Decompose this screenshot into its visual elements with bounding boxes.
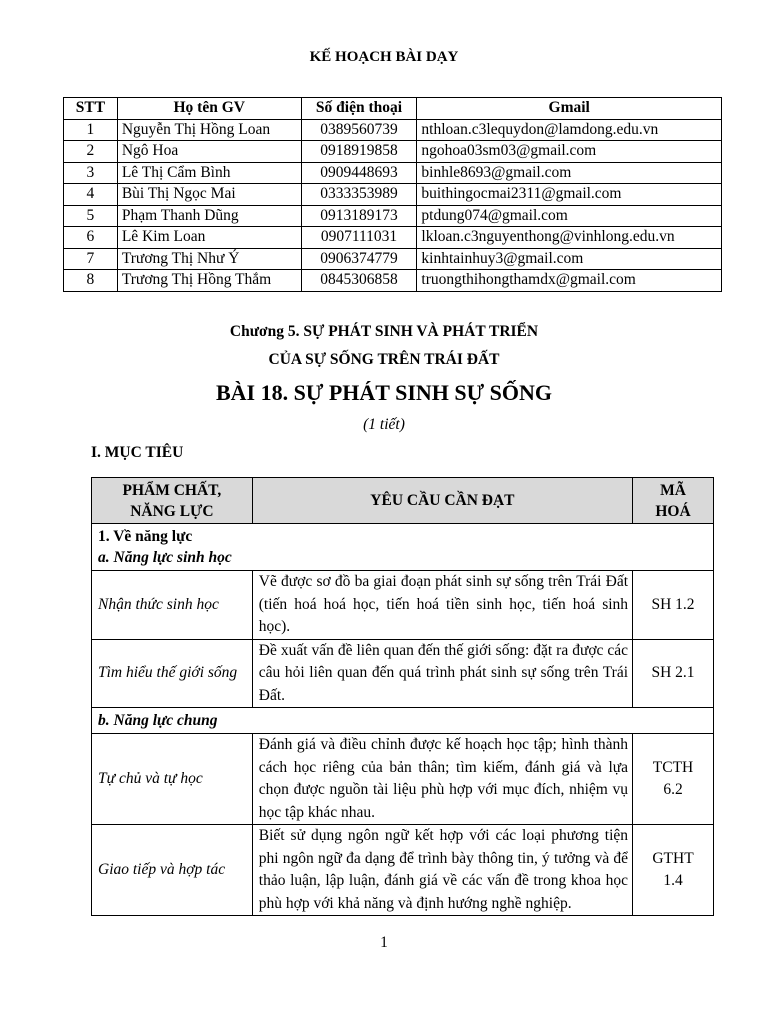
table-row [92,639,714,708]
requirement-cell: Đề xuất vấn đề liên quan đến thế giới sống: đặt ra được các câu hỏi liên quan đến quá trình phát sinh sự sống trên Trái Đất. [252,639,632,708]
code-cell: SH 1.2 [633,571,714,640]
table-row [64,141,722,163]
teacher-email: binhle8693@gmail.com [417,162,722,184]
header-code-line1: MÃ [660,481,686,499]
table-row [92,571,714,640]
header-stt: STT [64,98,118,120]
teacher-phone: 0913189173 [301,205,417,227]
criterion-cell: Tìm hiểu thế giới sống [92,639,253,708]
group-row [92,524,714,571]
section-heading: I. MỤC TIÊU [91,444,184,461]
teacher-name: Trương Thị Như Ý [117,248,301,270]
objectives-table [91,477,714,916]
header-competency [92,478,253,524]
row-number: 3 [64,162,118,184]
requirement-cell: Vẽ được sơ đồ ba giai đoạn phát sinh sự sống trên Trái Đất (tiến hoá hoá học, tiến hoá tiền sinh học, tiến hoá sinh học). [252,571,632,640]
code-line2: 6.2 [663,781,683,798]
teacher-phone: 0845306858 [301,270,417,292]
teacher-email: ptdung074@gmail.com [417,205,722,227]
code-line2: 1.4 [663,872,683,889]
teacher-email: nthloan.c3lequydon@lamdong.edu.vn [417,119,722,141]
code-cell [633,825,714,916]
teacher-phone: 0906374779 [301,248,417,270]
requirement-cell: Biết sử dụng ngôn ngữ kết hợp với các loại phương tiện phi ngôn ngữ đa dạng để trình bày thông tin, ý tưởng và để thảo luận, lập luận, đánh giá về các vấn đề trong khoa học phù hợp với khả năng và định hướng nghề nghiệp. [252,825,632,916]
teachers-table-header [64,98,722,120]
document-title: KẾ HOẠCH BÀI DẠY [309,49,459,65]
header-code-line2: HOÁ [655,502,691,520]
header-phone: Số điện thoại [301,98,417,120]
teacher-name: Trương Thị Hồng Thắm [117,270,301,292]
row-number: 4 [64,184,118,206]
table-row [92,825,714,916]
teacher-email: buithingocmai2311@gmail.com [417,184,722,206]
table-row [64,270,722,292]
code-line1: TCTH [652,758,694,776]
table-row [64,248,722,270]
teacher-email: truongthihongthamdx@gmail.com [417,270,722,292]
subgroup-title: b. Năng lực chung [92,708,714,734]
table-row [64,119,722,141]
group-cell [92,524,714,571]
code-line1: GTHT [652,849,694,867]
teacher-name: Phạm Thanh Dũng [117,205,301,227]
objectives-table-header [92,478,714,524]
chapter-title-line2: CỦA SỰ SỐNG TRÊN TRÁI ĐẤT [268,351,500,368]
criterion-cell: Giao tiếp và hợp tác [92,825,253,916]
teachers-table [63,97,722,292]
table-row [64,205,722,227]
lesson-period: (1 tiết) [363,416,405,433]
teacher-name: Bùi Thị Ngọc Mai [117,184,301,206]
row-number: 7 [64,248,118,270]
teacher-email: kinhtainhuy3@gmail.com [417,248,722,270]
criterion-cell: Tự chủ và tự học [92,734,253,825]
teacher-phone: 0907111031 [301,227,417,249]
code-cell [633,734,714,825]
teacher-name: Lê Thị Cẩm Bình [117,162,301,184]
header-teacher-name: Họ tên GV [117,98,301,120]
code-cell: SH 2.1 [633,639,714,708]
header-code [633,478,714,524]
requirement-cell: Đánh giá và điều chỉnh được kế hoạch học tập; hình thành cách học riêng của bản thân; tìm kiếm, đánh giá và lựa chọn được nguồn tài liệu phù hợp với mục đích, nhiệm vụ học tập khác nhau. [252,734,632,825]
subgroup-title: a. Năng lực sinh học [98,549,232,566]
header-competency-line2: NĂNG LỰC [130,502,214,520]
row-number: 1 [64,119,118,141]
row-number: 2 [64,141,118,163]
row-number: 6 [64,227,118,249]
table-row [64,227,722,249]
row-number: 8 [64,270,118,292]
row-number: 5 [64,205,118,227]
table-row [64,184,722,206]
header-gmail: Gmail [417,98,722,120]
chapter-title-line1: Chương 5. SỰ PHÁT SINH VÀ PHÁT TRIỂN [229,323,539,340]
header-competency-line1: PHẨM CHẤT, [122,481,222,499]
criterion-cell: Nhận thức sinh học [92,571,253,640]
teacher-phone: 0918919858 [301,141,417,163]
teacher-name: Lê Kim Loan [117,227,301,249]
header-requirement: YÊU CẦU CẦN ĐẠT [252,478,632,524]
group-title: 1. Về năng lực [98,528,193,545]
subgroup-row [92,708,714,734]
teacher-phone: 0389560739 [301,119,417,141]
table-row [64,162,722,184]
table-row [92,734,714,825]
teacher-name: Nguyễn Thị Hồng Loan [117,119,301,141]
page-number: 1 [380,934,388,951]
teacher-name: Ngô Hoa [117,141,301,163]
teacher-email: lkloan.c3nguyenthong@vinhlong.edu.vn [417,227,722,249]
teacher-email: ngohoa03sm03@gmail.com [417,141,722,163]
teacher-phone: 0909448693 [301,162,417,184]
lesson-title: BÀI 18. SỰ PHÁT SINH SỰ SỐNG [216,380,552,405]
teacher-phone: 0333353989 [301,184,417,206]
